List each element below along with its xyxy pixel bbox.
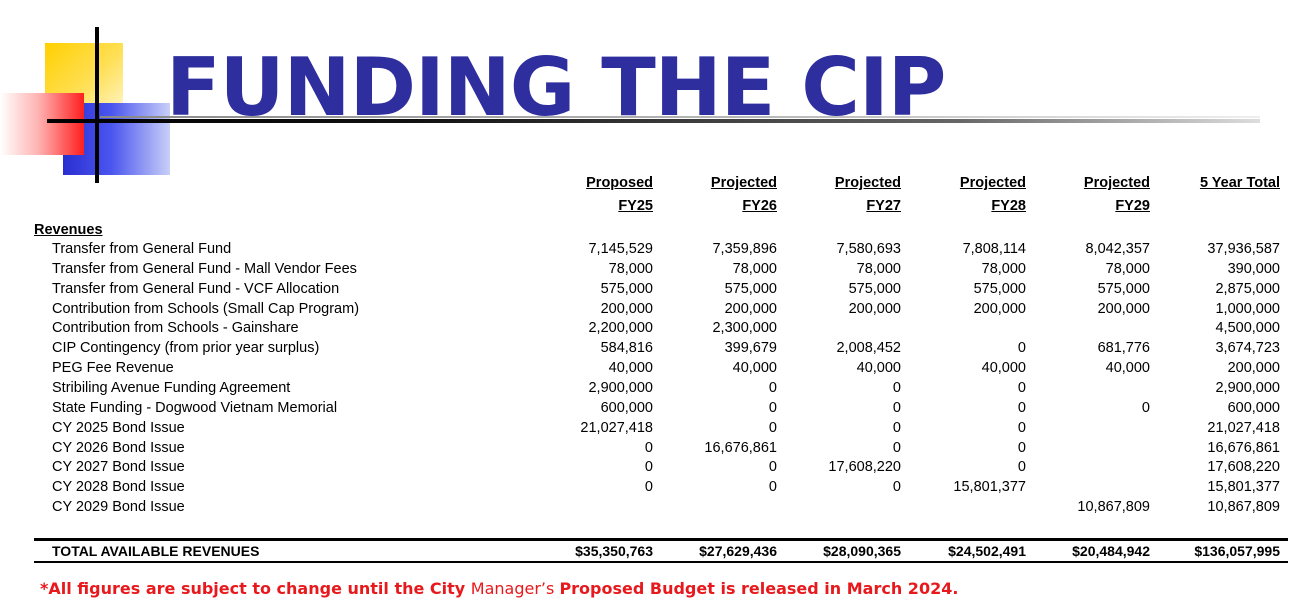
- total-value: $136,057,995: [1194, 543, 1280, 559]
- row-value: 40,000: [732, 360, 777, 376]
- total-value: $27,629,436: [699, 543, 777, 559]
- column-header-line1: Projected: [959, 175, 1026, 191]
- row-value: 0: [892, 400, 901, 416]
- row-value: 2,900,000: [588, 380, 653, 396]
- row-label: Contribution from Schools (Small Cap Program): [52, 301, 360, 317]
- row-label: CY 2026 Bond Issue: [52, 440, 185, 456]
- row-value: 575,000: [600, 281, 653, 297]
- row-value: 4,500,000: [1215, 320, 1280, 336]
- row-label: Transfer from General Fund - VCF Allocation: [52, 281, 340, 297]
- row-value: 600,000: [600, 400, 653, 416]
- row-value: 200,000: [973, 301, 1026, 317]
- row-value: 0: [892, 440, 901, 456]
- row-value: 21,027,418: [580, 420, 653, 436]
- row-value: 16,676,861: [704, 440, 777, 456]
- row-value: 3,674,723: [1215, 340, 1280, 356]
- row-value: 0: [892, 380, 901, 396]
- column-header-line1: Projected: [710, 175, 777, 191]
- row-value: 2,008,452: [836, 340, 901, 356]
- row-value: 78,000: [732, 261, 777, 277]
- column-header-line2: FY27: [866, 198, 901, 214]
- row-value: 1,000,000: [1215, 301, 1280, 317]
- footnote-part3: Proposed Budget is released in March 2024.: [559, 579, 959, 598]
- section-label-revenues: Revenues: [34, 222, 103, 238]
- row-value: 7,580,693: [836, 241, 901, 257]
- column-header-line2: FY25: [618, 198, 653, 214]
- row-value: 7,145,529: [588, 241, 653, 257]
- row-value: 78,000: [981, 261, 1026, 277]
- row-value: 575,000: [1097, 281, 1150, 297]
- row-value: 399,679: [724, 340, 777, 356]
- row-value: 78,000: [856, 261, 901, 277]
- row-value: 0: [1017, 440, 1026, 456]
- row-value: 10,867,809: [1077, 499, 1150, 515]
- row-value: 10,867,809: [1207, 499, 1280, 515]
- footnote-part1: *All figures are subject to change until the City: [40, 579, 471, 598]
- row-value: 0: [1017, 380, 1026, 396]
- row-value: 7,808,114: [962, 241, 1026, 257]
- row-value: 0: [1141, 400, 1150, 416]
- row-value: 40,000: [981, 360, 1026, 376]
- row-label: CY 2025 Bond Issue: [52, 420, 185, 436]
- column-header-line1: Projected: [834, 175, 901, 191]
- row-value: 575,000: [724, 281, 777, 297]
- logo-vertical-line: [95, 27, 99, 183]
- row-label: CY 2029 Bond Issue: [52, 499, 185, 515]
- page-title: FUNDING THE CIP: [166, 41, 946, 134]
- row-value: 40,000: [1105, 360, 1150, 376]
- total-value: $35,350,763: [575, 543, 653, 559]
- column-header-line1: Proposed: [586, 175, 653, 191]
- row-label: Contribution from Schools - Gainshare: [52, 320, 299, 336]
- row-value: 0: [768, 479, 777, 495]
- logo-red-square: [0, 93, 84, 155]
- total-value: $20,484,942: [1072, 543, 1150, 559]
- row-value: 17,608,220: [828, 459, 901, 475]
- row-value: 600,000: [1227, 400, 1280, 416]
- row-value: 2,875,000: [1215, 281, 1280, 297]
- row-value: 78,000: [1105, 261, 1150, 277]
- row-value: 200,000: [600, 301, 653, 317]
- row-label: Stribiling Avenue Funding Agreement: [52, 380, 291, 396]
- row-value: 21,027,418: [1207, 420, 1280, 436]
- row-value: 15,801,377: [953, 479, 1026, 495]
- row-label: CY 2028 Bond Issue: [52, 479, 185, 495]
- row-value: 390,000: [1227, 261, 1280, 277]
- row-value: 0: [768, 459, 777, 475]
- column-header-line1: Projected: [1083, 175, 1150, 191]
- row-value: 0: [1017, 340, 1026, 356]
- row-value: 200,000: [1227, 360, 1280, 376]
- row-value: 200,000: [848, 301, 901, 317]
- row-label: Transfer from General Fund: [52, 241, 232, 257]
- column-header-line1: 5 Year Total: [1199, 175, 1280, 191]
- row-value: 681,776: [1097, 340, 1150, 356]
- row-value: 0: [768, 420, 777, 436]
- total-value: $24,502,491: [948, 543, 1026, 559]
- row-label: State Funding - Dogwood Vietnam Memorial: [52, 400, 338, 416]
- row-value: 575,000: [848, 281, 901, 297]
- row-value: 584,816: [600, 340, 653, 356]
- footnote: [40, 578, 958, 600]
- row-value: 2,300,000: [712, 320, 777, 336]
- row-value: 0: [644, 459, 653, 475]
- row-label: CIP Contingency (from prior year surplus): [52, 340, 320, 356]
- footnote-part2: Manager’s: [470, 579, 560, 598]
- row-value: 2,900,000: [1215, 380, 1280, 396]
- column-header-line2: FY29: [1115, 198, 1150, 214]
- row-label: PEG Fee Revenue: [52, 360, 174, 376]
- row-value: 0: [644, 479, 653, 495]
- row-value: 78,000: [608, 261, 653, 277]
- row-value: 575,000: [973, 281, 1026, 297]
- row-value: 37,936,587: [1207, 241, 1280, 257]
- row-value: 0: [1017, 400, 1026, 416]
- row-label: Transfer from General Fund - Mall Vendor Fees: [52, 261, 357, 277]
- row-value: 16,676,861: [1207, 440, 1280, 456]
- row-value: 0: [1017, 459, 1026, 475]
- row-value: 200,000: [1097, 301, 1150, 317]
- row-value: 40,000: [856, 360, 901, 376]
- row-label: CY 2027 Bond Issue: [52, 459, 185, 475]
- row-value: 0: [1017, 420, 1026, 436]
- row-value: 8,042,357: [1085, 241, 1150, 257]
- row-value: 0: [892, 479, 901, 495]
- row-value: 0: [768, 380, 777, 396]
- row-value: 0: [644, 440, 653, 456]
- total-value: $28,090,365: [823, 543, 901, 559]
- row-value: 0: [892, 420, 901, 436]
- row-value: 17,608,220: [1207, 459, 1280, 475]
- column-header-line2: FY26: [742, 198, 777, 214]
- row-value: 2,200,000: [588, 320, 653, 336]
- total-label: TOTAL AVAILABLE REVENUES: [52, 543, 260, 559]
- logo-decoration: [0, 25, 175, 185]
- column-header-line2: FY28: [991, 198, 1026, 214]
- total-rule-bottom: [34, 561, 1288, 563]
- row-value: 7,359,896: [712, 241, 777, 257]
- row-value: 40,000: [608, 360, 653, 376]
- row-value: 0: [768, 400, 777, 416]
- row-value: 200,000: [724, 301, 777, 317]
- row-value: 15,801,377: [1207, 479, 1280, 495]
